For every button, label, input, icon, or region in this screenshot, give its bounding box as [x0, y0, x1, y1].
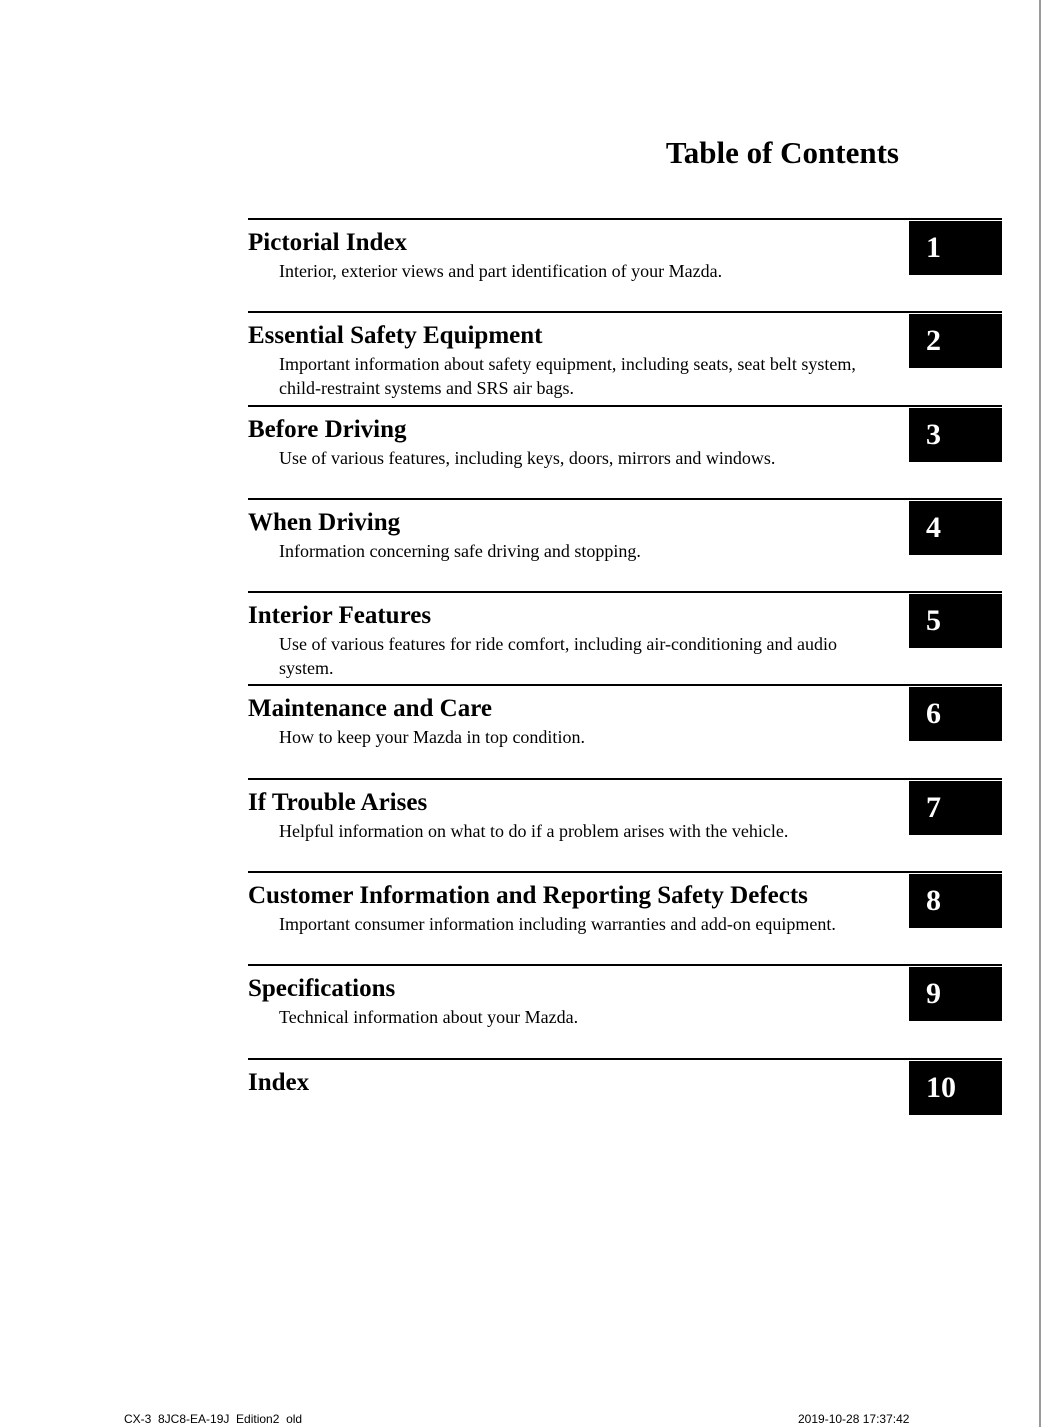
chapter-number-tab[interactable]: 6 — [909, 687, 1002, 741]
footer-document-code: CX-3 8JC8-EA-19J Edition2 old — [124, 1412, 303, 1426]
toc-description: Interior, exterior views and part identification of your Mazda. — [279, 261, 723, 281]
toc-description: Helpful information on what to do if a problem arises with the vehicle. — [279, 820, 789, 841]
chapter-number-tab[interactable]: 1 — [909, 221, 1002, 275]
toc-heading[interactable]: Essential Safety Equipment — [248, 322, 543, 350]
toc-entry-3[interactable] — [248, 405, 1002, 498]
chapter-number-tab[interactable]: 9 — [909, 967, 1002, 1021]
page-edge — [1039, 0, 1041, 1427]
chapter-number-tab[interactable]: 10 — [909, 1061, 1002, 1115]
chapter-number-tab[interactable]: 8 — [909, 874, 1002, 928]
toc-entry-10[interactable] — [248, 1058, 1002, 1151]
toc-heading[interactable]: Maintenance and Care — [248, 695, 492, 723]
toc-description: Technical information about your Mazda. — [279, 1007, 579, 1028]
toc-entry-9[interactable] — [248, 964, 1002, 1057]
toc-heading[interactable]: When Driving — [248, 508, 401, 536]
toc-description: Information concerning safe driving and stopping. — [279, 540, 641, 561]
page-title: Table of Contents — [665, 135, 899, 170]
toc-entry-1[interactable] — [248, 218, 1002, 311]
toc-heading[interactable]: Before Driving — [248, 415, 407, 443]
chapter-number-tab[interactable]: 3 — [909, 408, 1002, 462]
toc-heading[interactable]: Pictorial Index — [248, 229, 408, 256]
toc-heading[interactable]: Index — [248, 1068, 310, 1096]
toc-description: How to keep your Mazda in top condition. — [279, 727, 585, 748]
toc-description: Use of various features for ride comfort, including air-conditioning and audio system. — [279, 634, 837, 679]
chapter-number-tab[interactable]: 2 — [909, 314, 1002, 368]
toc-entry-2[interactable] — [248, 311, 1002, 404]
toc-entry-4[interactable] — [248, 498, 1002, 591]
footer-timestamp: 2019-10-28 17:37:42 — [798, 1412, 910, 1426]
toc-description: Use of various features, including keys, doors, mirrors and windows. — [279, 447, 776, 468]
toc-heading[interactable]: Specifications — [248, 975, 396, 1003]
toc-entry-8[interactable] — [248, 871, 1002, 964]
chapter-number-tab[interactable]: 7 — [909, 781, 1002, 835]
toc-entry-7[interactable] — [248, 778, 1002, 871]
toc-list — [248, 218, 1002, 1151]
toc-heading[interactable]: If Trouble Arises — [248, 788, 428, 816]
toc-heading[interactable]: Customer Information and Reporting Safety Defects — [248, 882, 808, 910]
toc-description: Important consumer information including warranties and add-on equipment. — [279, 914, 836, 935]
toc-description: Important information about safety equipment, including seats, seat belt system, child-restraint systems and SRS air bags. — [279, 354, 856, 399]
chapter-number-tab[interactable]: 4 — [909, 501, 1002, 555]
chapter-number-tab[interactable]: 5 — [909, 594, 1002, 648]
toc-heading[interactable]: Interior Features — [248, 602, 432, 630]
toc-entry-5[interactable] — [248, 591, 1002, 684]
toc-entry-6[interactable] — [248, 684, 1002, 777]
